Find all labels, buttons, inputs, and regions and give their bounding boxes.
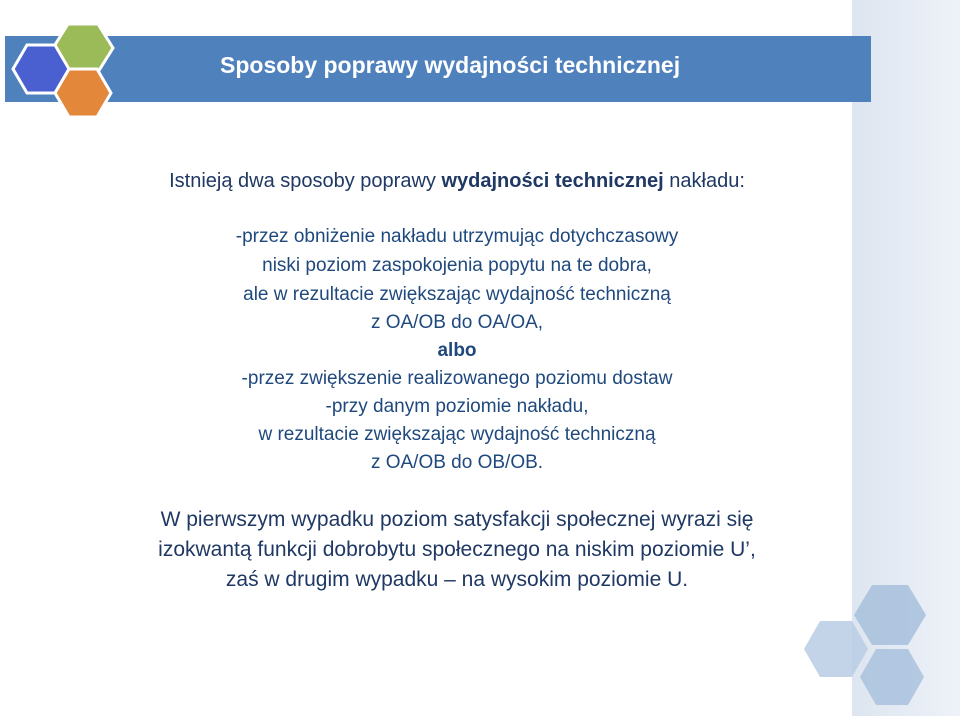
option-line: -przez obniżenie nakładu utrzymując dotychczasowy [235, 226, 679, 247]
intro-text-start: Istnieją dwa sposoby poprawy [169, 170, 442, 192]
light-hexagon-icon [804, 621, 868, 677]
orange-hexagon-icon [55, 69, 111, 117]
intro-text-end: nakładu: [663, 170, 745, 192]
hexagon-logo-icon [0, 0, 130, 120]
intro-text-bold: wydajności technicznej [441, 170, 664, 192]
light-hexagon-icon [860, 649, 924, 705]
option-line: z OA/OB do OB/OB. [370, 452, 544, 473]
decorative-hexagons-icon [800, 583, 950, 716]
option-line: z OA/OB do OA/OA, [370, 312, 544, 333]
option-line: -przy danym poziomie nakładu, [325, 396, 589, 417]
option-line: -przez zwiększenie realizowanego poziomu dostaw [241, 368, 673, 389]
slide-title: Sposoby poprawy wydajności technicznej [220, 52, 681, 78]
conclusion-line: W pierwszym wypadku poziom satysfakcji społecznej wyrazi się [160, 508, 754, 531]
option-line: niski poziom zaspokojenia popytu na te dobra, [262, 255, 652, 276]
option-line: w rezultacie zwiększając wydajność techniczną [258, 424, 656, 445]
light-hexagon-icon [854, 585, 926, 645]
conclusion-line: zaś w drugim wypadku – na wysokim poziomie U. [225, 568, 689, 591]
option-line: ale w rezultacie zwiększając wydajność techniczną [243, 284, 671, 305]
intro-sentence [0, 170, 914, 193]
conclusion-line: izokwantą funkcji dobrobytu społecznego na niskim poziomie U’, [158, 538, 756, 561]
option-separator: albo [437, 340, 477, 361]
